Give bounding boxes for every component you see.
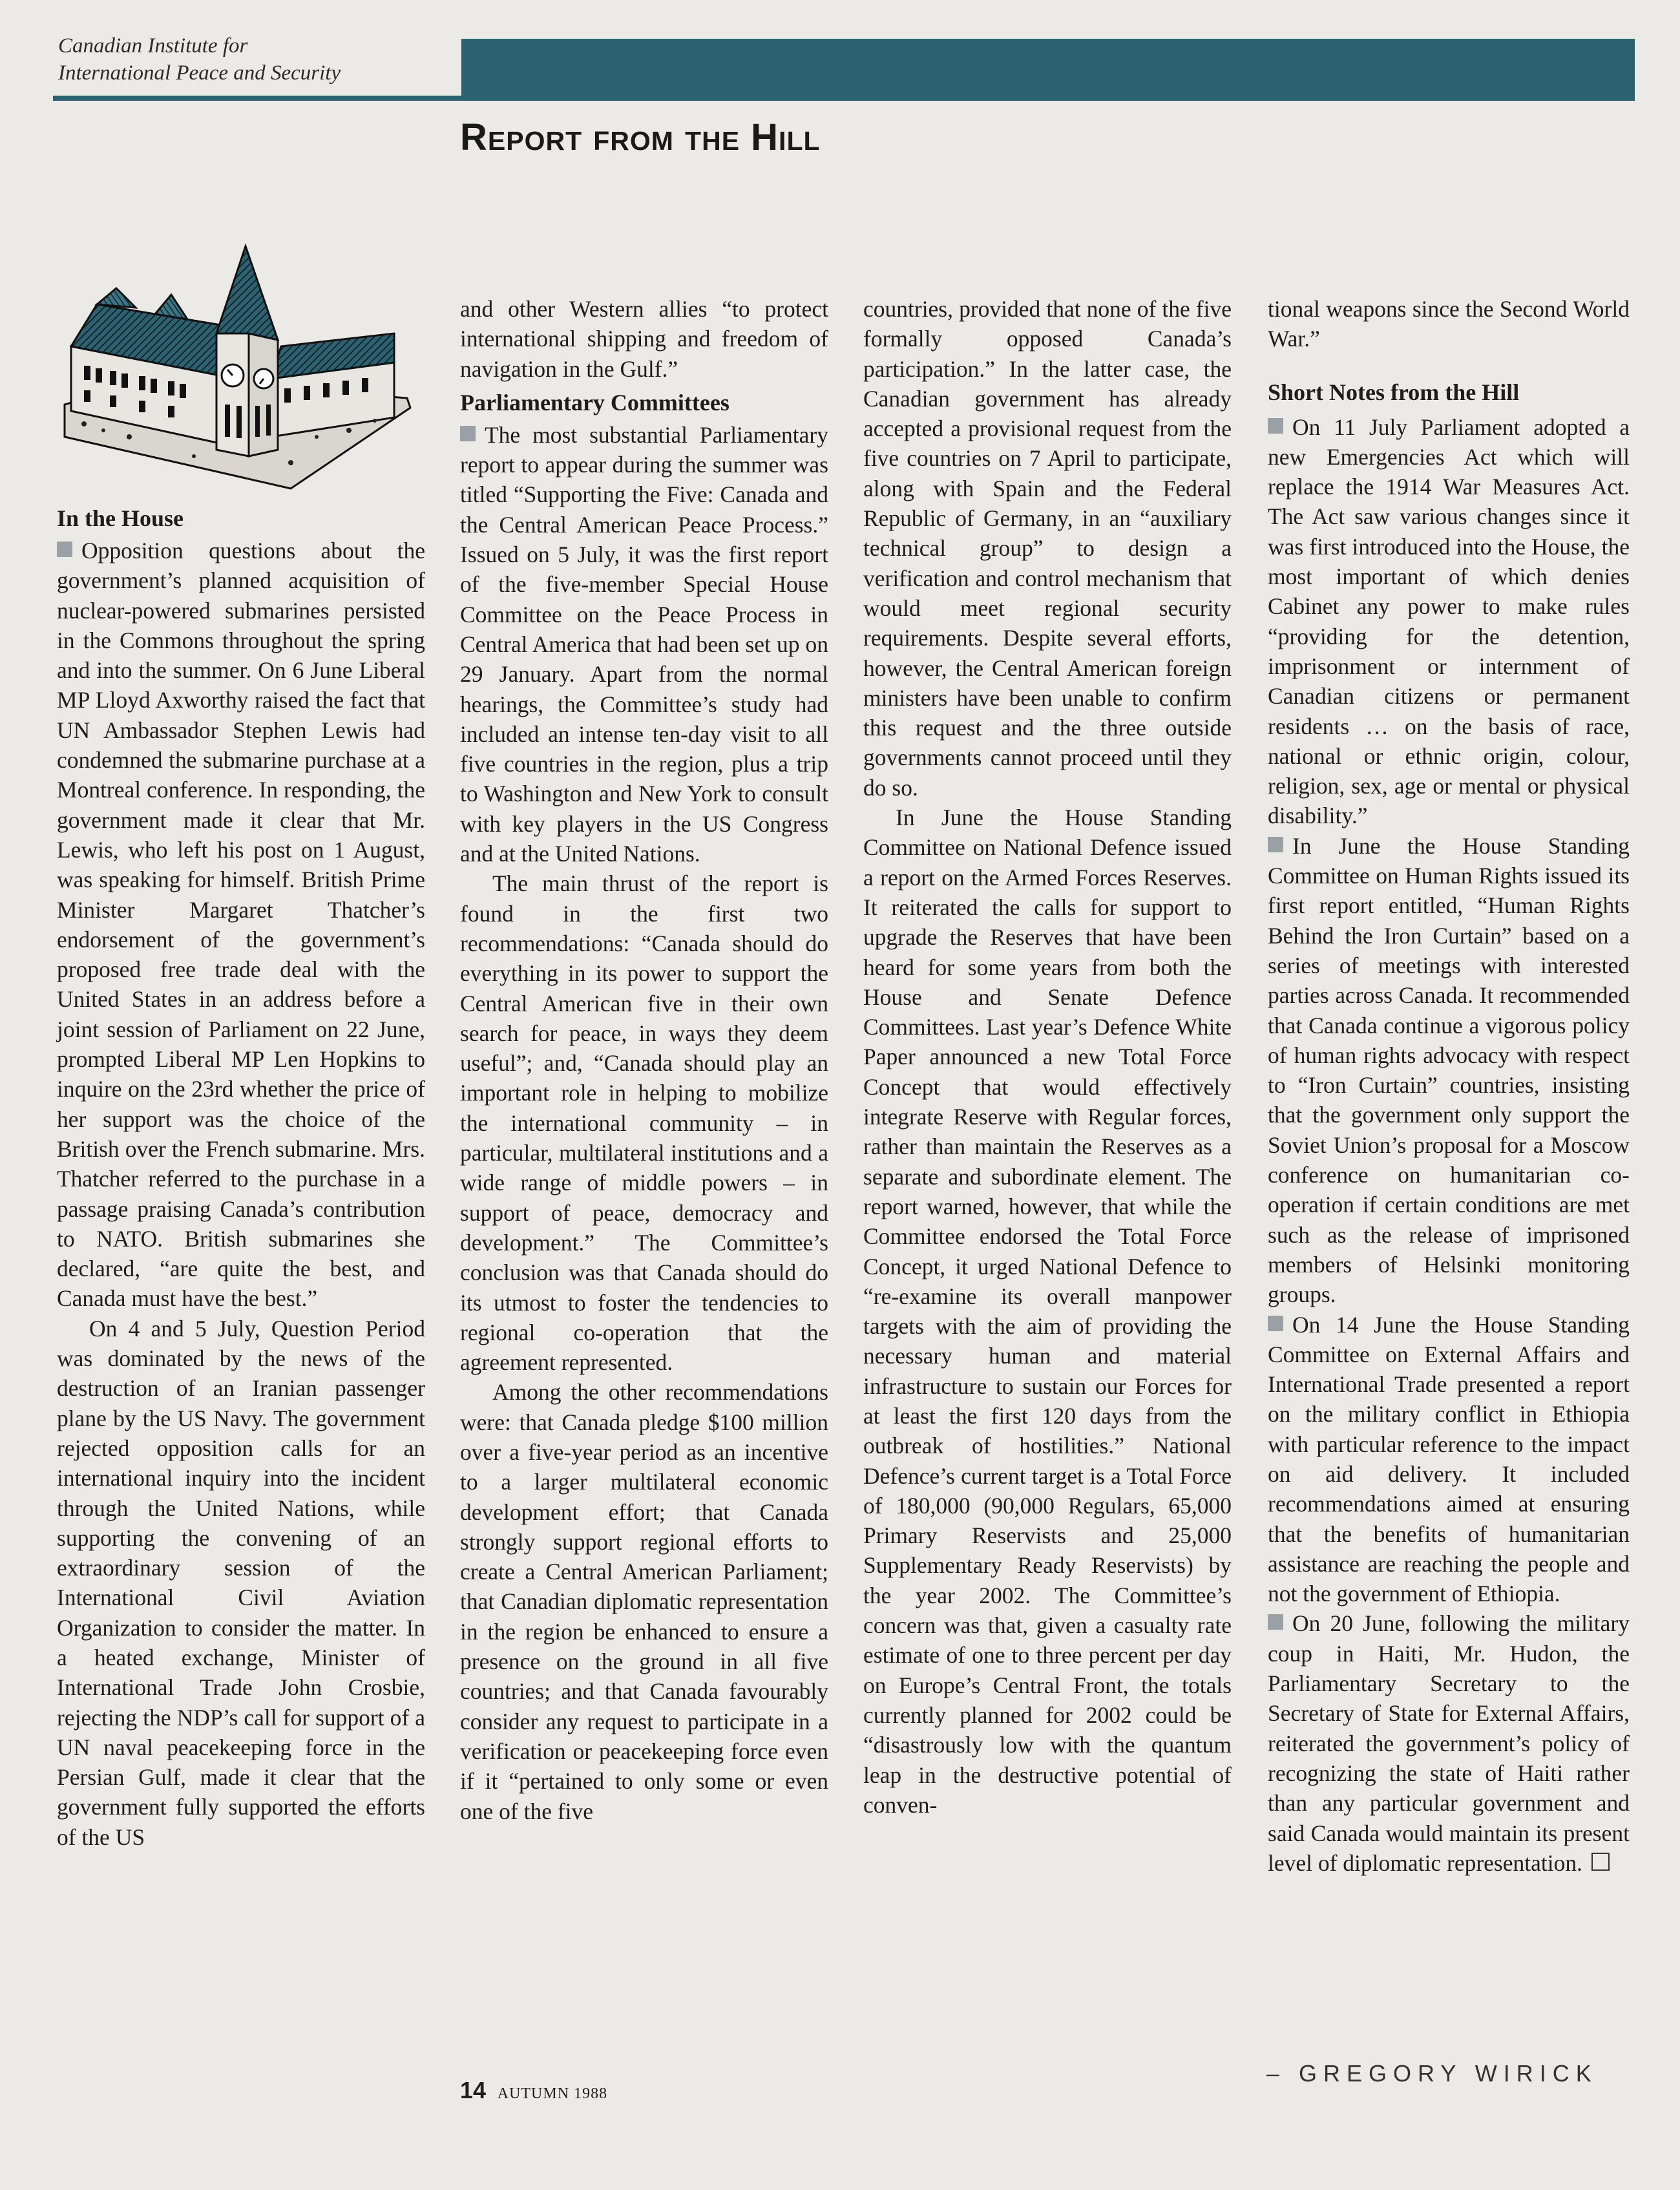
paragraph: On 20 June, following the military coup in Haiti, Mr. Hudon, the Parliamentary Secretary to the Secretary of State for External Affairs, reiterated the government’s policy of recognizing the state of Haiti rather than any particular government and said Canada would maintain its present level of diplomatic representation. [1268, 1610, 1630, 1876]
column-4 [1268, 294, 1630, 1878]
org-line-1: Canadian Institute for [58, 34, 248, 58]
column-1 [57, 500, 425, 1852]
paragraph: and other Western allies “to protect international shipping and freedom of navigation in the Gulf.” [460, 296, 828, 382]
page-number: 14 [460, 2077, 487, 2103]
square-bullet-icon [1268, 1614, 1283, 1630]
header-rule [53, 96, 1635, 101]
heading-in-the-house: In the House [57, 505, 184, 531]
column-3 [863, 294, 1232, 1820]
square-bullet-icon [460, 426, 476, 441]
paragraph: On 11 July Parliament adopted a new Emergencies Act which will replace the 1914 War Measures Act. The Act saw various changes since it was first introduced into the House, the most important of which denies Cabinet any power to make rules “providing for the detention, imprisonment or internment of Canadian citizens or permanent residents … on the basis of race, national or ethnic origin, colour, religion, sex, age or mental or physical disability.” [1268, 414, 1630, 829]
paragraph: countries, provided that none of the five formally opposed Canada’s participation.” In the latter case, the Canadian government has already accepted a provisional request from the five countries on 7 April to participate, along with Spain and the Federal Republic of Germany, in an “auxiliary technical group” to design a verification and control mechanism that would meet regional security requirements. Despite several efforts, however, the Central American foreign ministers have been unable to confirm this request and the three outside governments cannot proceed until they do so. [863, 296, 1232, 801]
paragraph: On 14 June the House Standing Committee on External Affairs and International Trade presented a report on the military conflict in Ethiopia with particular reference to the impact on aid delivery. It included recommendations aimed at ensuring that the benefits of humanitarian assistance are reaching the people and not the government of Ethiopia. [1268, 1311, 1630, 1607]
paragraph: On 4 and 5 July, Question Period was dominated by the news of the destruction of an Iranian passenger plane by the US Navy. The government rejected opposition calls for an international inquiry into the incident through the United Nations, while supporting the convening of an extraordinary session of the International Civil Aviation Organization to consider the matter. In a heated exchange, Minister of International Trade John Crosbie, rejecting the NDP’s call for support of a UN naval peacekeeping force in the Persian Gulf, made it clear that the government fully supported the efforts of the US [57, 1315, 425, 1850]
square-bullet-icon [57, 542, 72, 557]
paragraph: In June the House Standing Committee on National Defence issued a report on the Armed Forces Reserves. It reiterated the calls for support to upgrade the Reserves that have been heard for some years from both the House and Senate Defence Committees. Last year’s Defence White Paper announced a new Total Force Concept that would effectively integrate Reserve with Regular forces, rather than maintain the Reserves as a separate and subordinate element. The report warned, however, that while the Committee endorsed the Total Force Concept, it urged National Defence to “re-examine its overall manpower targets with the aim of providing the necessary human and material infrastructure to sustain our Forces for at least the first 120 days from the outbreak of hostilities.” National Defence’s current target is a Total Force of 180,000 (90,000 Regulars, 65,000 Primary Reservists and 25,000 Supplementary Ready Reservists) by the year 2002. The Committee’s concern was that, given a casualty rate estimate of one to three percent per day on Europe’s Central Front, the totals currently planned for 2002 could be “disastrously low with the quantum leap in the destructive potential of conven- [863, 805, 1232, 1818]
heading-parliamentary-committees: Parliamentary Committees [460, 389, 730, 416]
paragraph: The main thrust of the report is found in the first two recommendations: “Canada should do everything in its power to support the Central American five in their own search for peace, in ways they deem useful”; and, “Canada should play an important role in helping to mobilize the international community – in particular, multilateral institutions and a wide range of middle powers – in support of peace, democracy and development.” The Committee’s conclusion was that Canada should do its utmost to foster the tendencies to regional co-operation that the agreement represented. [460, 870, 828, 1376]
end-box-icon [1591, 1853, 1610, 1871]
org-line-2: International Peace and Security [58, 61, 341, 85]
heading-short-notes: Short Notes from the Hill [1268, 379, 1520, 405]
paragraph: Among the other recommendations were: that Canada pledge $100 million over a five-year period as an incentive to a larger multilateral economic development effort; that Canada strongly support regional efforts to create a Central American Parliament; that Canadian diplomatic representation in the region be enhanced to ensure a presence on the ground in all five countries; and that Canada favourably consider any request to participate in a verification or peacekeeping force even if it “pertained to only some or even one of the five [460, 1379, 828, 1824]
issue-date: AUTUMN 1988 [497, 2085, 608, 2102]
paragraph: In June the House Standing Committee on Human Rights issued its first report entitled, “Human Rights Behind the Iron Curtain” based on a series of meetings with interested parties across Canada. It recommended that Canada continue a vigorous policy of human rights advocacy with respect to “Iron Curtain” countries, insisting that the government only support the Soviet Union’s proposal for a Moscow conference on humanitarian co-operation if certain conditions are met such as the release of imprisoned members of Helsinki monitoring groups. [1268, 832, 1630, 1308]
author-byline: – GREGORY WIRICK [1266, 2060, 1598, 2087]
parliament-building-illustration [58, 243, 420, 492]
organization-name [58, 32, 341, 87]
square-bullet-icon [1268, 418, 1283, 434]
paragraph: Opposition questions about the government’s planned acquisition of nuclear-powered submarines persisted in the Commons throughout the spring and into the summer. On 6 June Liberal MP Lloyd Axworthy raised the fact that UN Ambassador Stephen Lewis had condemned the submarine purchase at a Montreal conference. In responding, the government made it clear that Mr. Lewis, who left his post on 1 August, was speaking for himself. British Prime Minister Margaret Thatcher’s endorsement of the government’s proposed free trade deal with the United States in an address before a joint session of Parliament on 22 June, prompted Liberal MP Len Hopkins to inquire on the 23rd whether the price of her support was the choice of the British over the French submarine. Mrs. Thatcher referred to the purchase in a passage praising Canada’s contribution to NATO. British submarines she declared, “are quite the best, and Canada must have the best.” [57, 538, 425, 1312]
square-bullet-icon [1268, 837, 1283, 852]
paragraph: The most substantial Parliamentary report to appear during the summer was titled “Supporting the Five: Canada and the Central American Peace Process.” Issued on 5 July, it was the first report of the five-member Special House Committee on the Peace Process in Central America that had been set up on 29 January. Apart from the normal hearings, the Committee’s study had included an intense ten-day visit to all five countries in the region, plus a trip to Washington and New York to consult with key players in the US Congress and at the United Nations. [460, 421, 828, 867]
section-title: Report from the Hill [460, 116, 821, 158]
paragraph: tional weapons since the Second World War.” [1268, 296, 1630, 352]
page-footer [460, 2077, 607, 2104]
header-banner [461, 39, 1635, 101]
column-2 [460, 294, 828, 1826]
square-bullet-icon [1268, 1316, 1283, 1331]
